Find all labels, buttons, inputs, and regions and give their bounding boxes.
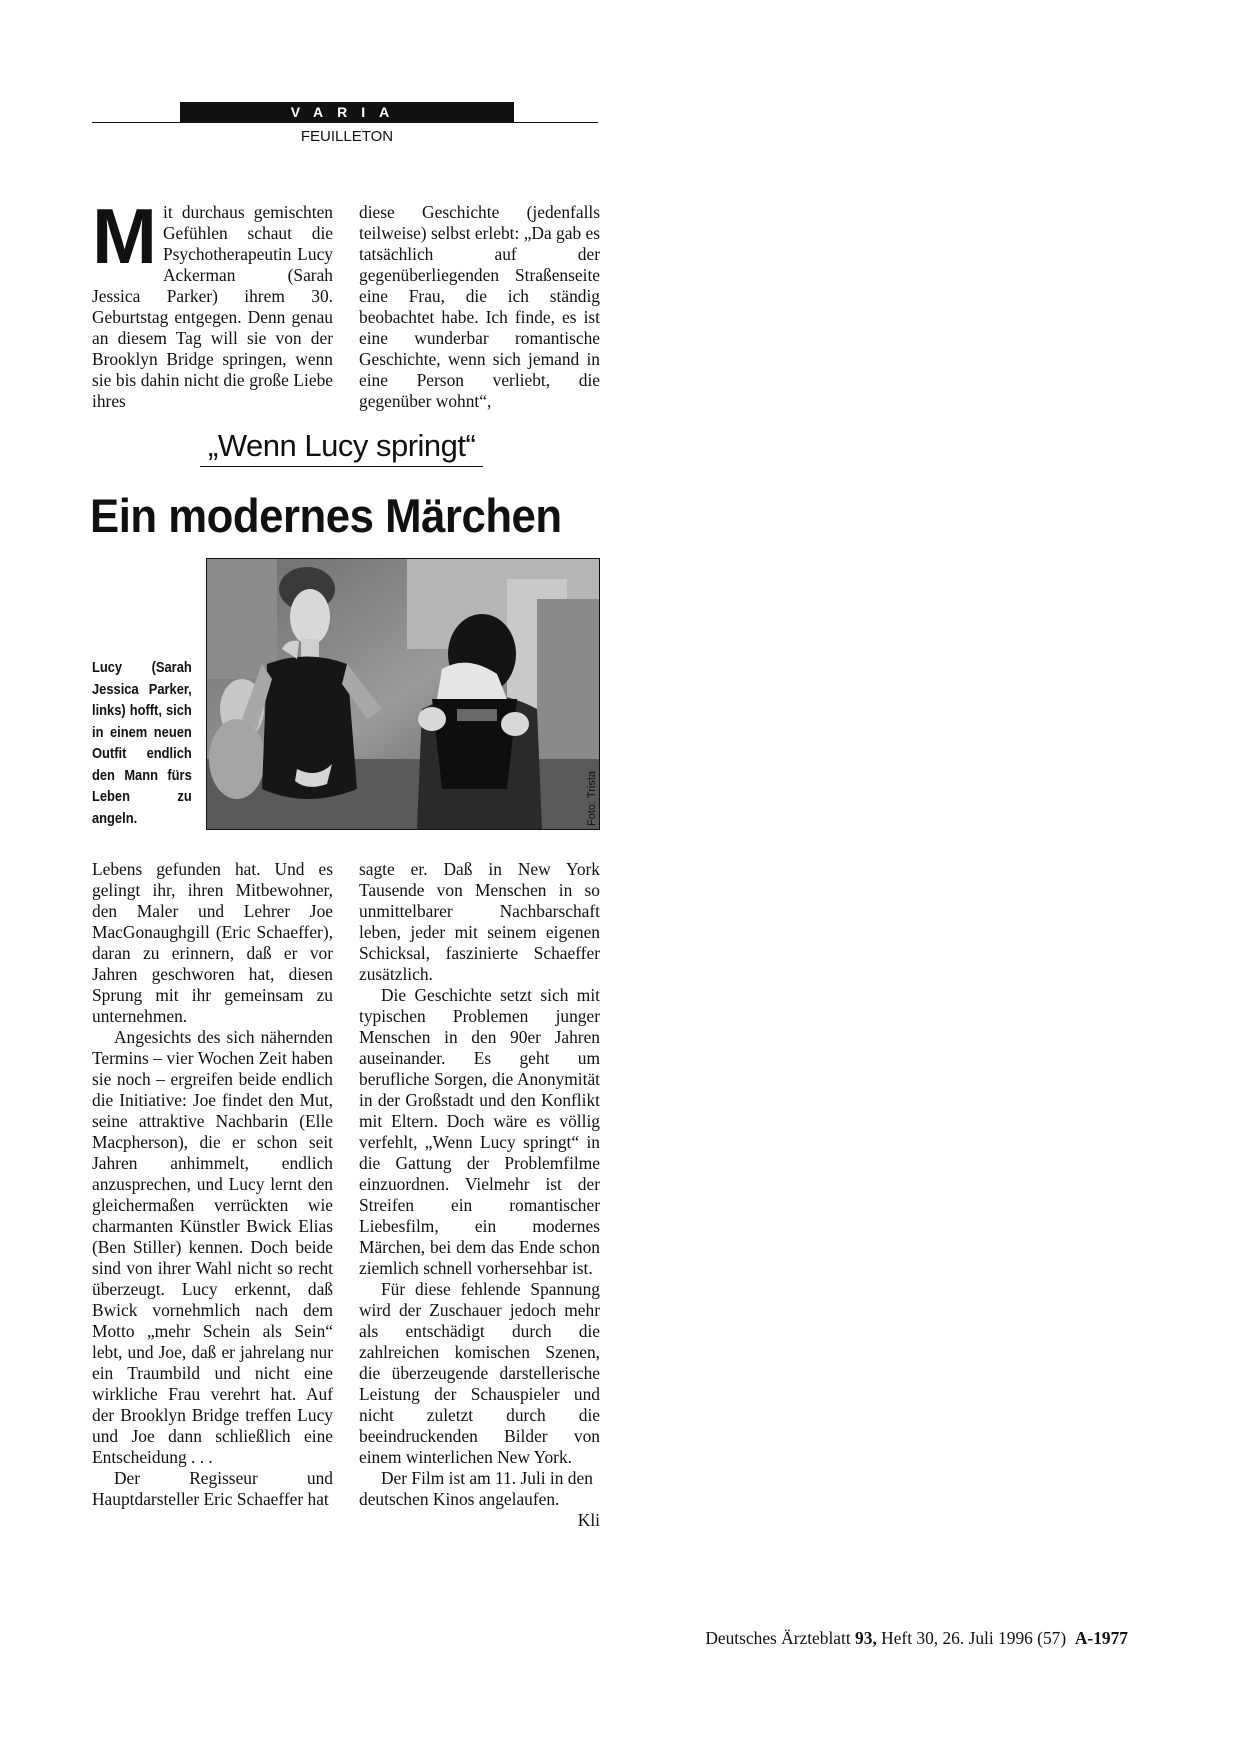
paragraph: sagte er. Daß in New York Tausende von Menschen in so unmittelbarer Nachbarschaft leben, jeder mit seinem eigenen Schicksal, faszinierte Schaeffer zusätzlich. xyxy=(359,859,600,984)
intro-text-left: it durchaus gemischten Gefühlen schaut die Psychotherapeutin Lucy Ackerman (Sarah Jessica Parker) ihrem 30. Geburtstag entgegen. Denn genau an diesem Tag will sie von der Brooklyn Bridge springen, wenn sie bis dahin nicht die große Liebe ihres xyxy=(92,202,333,411)
author-signature: Kli xyxy=(577,1510,600,1530)
photo-caption: Lucy (Sarah Jessica Parker, links) hofft, sich in einem neuen Outfit endlich den Mann fürs Leben zu angeln. xyxy=(92,659,192,827)
journal-name: Deutsches Ärzteblatt xyxy=(705,1628,851,1648)
paragraph: Für diese fehlende Spannung wird der Zuschauer jedoch mehr als entschädigt durch die zahlreichen komischen Szenen, die überzeugende darstellerische Leistung der Schauspieler und nicht zuletzt durch die beeindruckenden Bilder von einem winterlichen New York. xyxy=(359,1279,600,1467)
issue-info: Heft 30, 26. Juli 1996 (57) xyxy=(881,1628,1067,1648)
paragraph: Die Geschichte setzt sich mit typischen Problemen junger Menschen in den 90er Jahren auseinander. Es geht um berufliche Sorgen, die Anonymität in der Großstadt und den Konflikt mit Eltern. Doch wäre es völlig verfehlt, „Wenn Lucy springt“ in die Gattung der Problemfilme einzuordnen. Vielmehr ist der Streifen ein romantischer Liebesfilm, ein modernes Märchen, bei dem das Ende schon ziemlich schnell vorhersehbar ist. xyxy=(359,985,600,1278)
intro-column-left xyxy=(92,192,333,412)
subsection-label: FEUILLETON xyxy=(300,128,394,145)
drop-cap: M xyxy=(92,192,157,280)
page-number: A-1977 xyxy=(1074,1628,1128,1648)
body-column-right xyxy=(359,859,600,1531)
paragraph: Angesichts des sich nähernden Termins – vier Wochen Zeit haben sie noch – ergreifen beide endlich die Initiative: Joe findet den Mut, seine attraktive Nachbarin (Elle Macpherson), die er schon seit Jahren anhimmelt, endlich anzusprechen, und Lucy lernt den gleichermaßen verrückten wie charmanten Künstler Bwick Elias (Ben Stiller) kennen. Doch beide sind von ihrer Wahl nicht so recht überzeugt. Lucy erkennt, daß Bwick vornehmlich nach dem Motto „mehr Schein als Sein“ lebt, und Joe, daß er jahrelang nur ein Traumbild und nicht eine wirkliche Frau verehrt hat. Auf der Brooklyn Bridge treffen Lucy und Joe dann schließlich eine Entscheidung . . . xyxy=(92,1027,333,1467)
article-headline: Ein modernes Märchen xyxy=(90,489,562,542)
article-kicker: „Wenn Lucy springt“ xyxy=(200,428,600,467)
paragraph: Lebens gefunden hat. Und es gelingt ihr, ihren Mitbewohner, den Maler und Lehrer Joe MacGonaughgill (Eric Schaeffer), daran zu erinnern, daß er vor Jahren geschworen hat, diesen Sprung mit ihr gemeinsam zu unternehmen. xyxy=(92,859,333,1026)
paragraph-last: Der Film ist am 11. Juli in den deutschen Kinos angelaufen. Kli xyxy=(359,1468,600,1530)
section-label: VARIA xyxy=(180,102,514,123)
photo-credit: Foto: Trista xyxy=(586,770,598,826)
paragraph: Der Regisseur und Hauptdarsteller Eric Schaeffer hat xyxy=(92,1468,333,1509)
page-footer xyxy=(705,1628,1128,1649)
photo-image xyxy=(207,559,599,829)
body-column-left xyxy=(92,859,333,1510)
article-photo xyxy=(206,558,600,830)
intro-text-right: diese Geschichte (jedenfalls teilweise) selbst erlebt: „Da gab es tatsächlich auf der gegenüberliegenden Straßenseite eine Frau, die ich ständig beobachtet habe. Ich finde, es ist eine wunderbar romantische Geschichte, wenn sich jemand in eine Person verliebt, die gegenüber wohnt“, xyxy=(359,202,600,411)
intro-column-right xyxy=(359,202,600,412)
journal-volume: 93, xyxy=(855,1628,877,1648)
